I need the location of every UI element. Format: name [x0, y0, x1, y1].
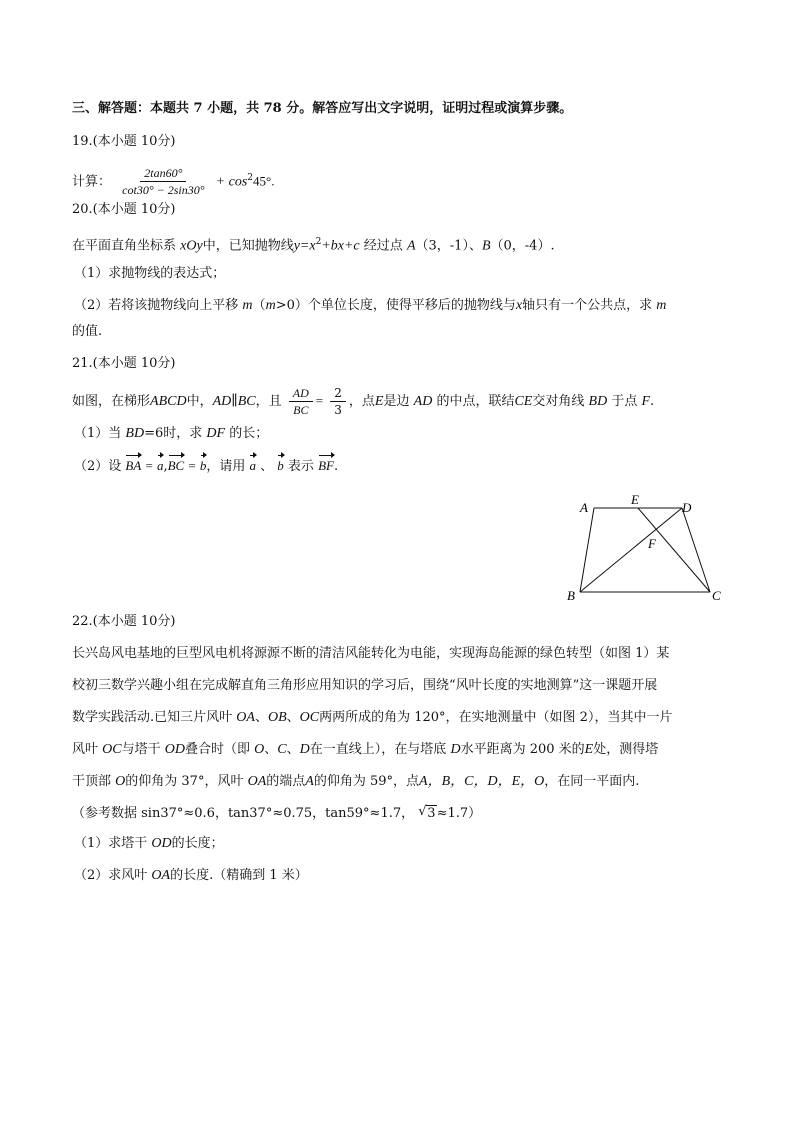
q22-text: 的仰角为 37°，风叶: [125, 774, 244, 789]
q21-comma: ,: [163, 459, 168, 474]
q21-part2-text: .: [333, 459, 339, 474]
q21-frac2-num: 2: [330, 386, 346, 402]
q22-e: E: [584, 742, 594, 757]
vector-b: b: [200, 455, 207, 477]
q21-abcd: ABCD: [150, 394, 187, 409]
q22-o: O: [115, 774, 126, 789]
q22-oc: OC: [299, 710, 320, 725]
q19-frac-den: cot30° − 2sin30°: [122, 183, 205, 198]
q21-part1-text: =6时，求: [144, 426, 203, 441]
q21-title: 21.(本小题 10分): [72, 356, 176, 371]
q21-point-e: E: [374, 394, 384, 409]
q22-text: 、: [286, 742, 300, 757]
q22-points: A，B，C，D，E，O: [419, 774, 545, 789]
q21-stem-text: 中，: [186, 394, 213, 409]
q21-bd: BD: [588, 394, 608, 409]
q20-var-m: m: [656, 298, 667, 313]
q19-tail: 45°.: [253, 173, 275, 189]
q22-paragraph-1: 长兴岛风电基地的巨型风电机将源源不断的清洁风能转化为电能，实现海岛能源的绿色转型（如图 1）某: [72, 646, 670, 661]
q20-eq-exp: 2: [315, 237, 322, 247]
q22-part1: [72, 833, 722, 855]
q21-stem-text: 如图，在梯形: [72, 394, 151, 409]
q20-stem-text: 中，已知抛物线: [202, 238, 294, 254]
q19-exp: 2: [247, 173, 253, 183]
segment-dc: [682, 508, 710, 592]
q22-text: ，在同一平面内.: [544, 774, 640, 789]
q21-eq: =: [188, 458, 196, 473]
q22-od: OD: [151, 836, 172, 851]
q22-text: 的仰角为 59°，点: [313, 774, 420, 789]
q21-part2-text: ，请用: [206, 459, 246, 474]
q22-text: 叠合时（即: [185, 742, 251, 757]
q20-part2: [72, 295, 722, 317]
q22-a: A: [305, 774, 314, 789]
q20-stem-text: （3，-1）、: [415, 238, 482, 254]
trapezoid-diagram: [560, 492, 730, 606]
q21-stem-text: 交对角线: [532, 394, 585, 409]
q22-oa: OA: [151, 868, 171, 883]
q20-stem-text: 在平面直角坐标系: [72, 238, 177, 254]
label-d: D: [682, 500, 692, 515]
q20-part2-text: 轴只有一个公共点，求: [522, 298, 653, 313]
vector-bc: BC: [168, 455, 185, 477]
q21-stem-text: ，点: [348, 394, 375, 409]
q19-plus: + cos: [215, 174, 248, 190]
q22-block: [72, 611, 722, 897]
q22-text: 、: [254, 710, 268, 725]
trapezoid-figure: [560, 492, 730, 606]
q22-text: 干顶部: [72, 774, 112, 789]
q20-stem-text: （0，-4）.: [490, 238, 555, 254]
q22-text: 与塔干: [121, 742, 161, 757]
q22-part2-text: 的长度.（精确到 1 米）: [170, 868, 308, 883]
label-c: C: [712, 588, 721, 603]
q20-var-x: x: [515, 298, 523, 313]
q22-text: 两两所成的角为 120°，在实地测量中（如图 2），当其中一片: [319, 710, 673, 725]
q22-text: 数学实践活动.已知三片风叶: [72, 710, 233, 725]
label-e: E: [631, 492, 639, 507]
q22-paragraph-4: [72, 739, 722, 761]
sqrt-symbol-icon: √: [418, 804, 427, 819]
q22-text: 水平距离为 200 米的: [460, 742, 585, 757]
q21-fraction: [289, 386, 313, 417]
label-a: A: [580, 500, 588, 515]
q20-xoy: xOy: [180, 238, 203, 254]
q20-part2-text: >0）个单位长度，使得平移后的抛物线与: [275, 298, 516, 313]
q21-ce: CE: [514, 394, 533, 409]
q21-part2-text: （2）设: [74, 459, 122, 474]
q22-text: 风叶: [72, 742, 99, 757]
label-f: F: [648, 536, 656, 551]
q22-part2-text: （2）求风叶: [74, 868, 148, 883]
vector-b: b: [277, 455, 284, 477]
sqrt-radicand: 3: [427, 806, 436, 821]
q21-bd: BD: [125, 426, 145, 441]
q21-fraction2: [330, 386, 346, 417]
q22-reference-data: [72, 803, 722, 825]
q22-d: D: [299, 742, 310, 757]
q21-stem-text: 的中点，联结: [436, 394, 515, 409]
q21-part1: [72, 423, 722, 445]
q22-c: C: [277, 742, 287, 757]
q22-od: OD: [164, 742, 185, 757]
q22-paragraph-3: [72, 707, 722, 729]
q21-part1-text: （1）当: [74, 426, 122, 441]
q21-ad: AD: [413, 394, 433, 409]
q21-frac-den: BC: [293, 403, 309, 417]
q22-d: D: [450, 742, 461, 757]
q21-part2: [72, 455, 722, 477]
q20-eq: y=x: [293, 238, 316, 254]
q22-text: 、: [264, 742, 278, 757]
q22-ref-text: ≈1.7）: [436, 806, 482, 821]
q22-ob: OB: [267, 710, 287, 725]
q20-title: 20.(本小题 10分): [72, 202, 176, 217]
q20-part2-text: （: [252, 298, 266, 313]
q22-o: O: [254, 742, 265, 757]
q20-part2-text: （2）若将该抛物线向上平移: [74, 298, 239, 313]
q21-stem-text: 于点: [611, 394, 638, 409]
q21-stem: [72, 385, 722, 417]
q22-text: 的端点: [266, 774, 306, 789]
q22-paragraph-2: 校初三数学兴趣小组在完成解直角三角形应用知识的学习后，围绕“风叶长度的实地测算”这一课题开展: [72, 678, 658, 693]
q19-expression: [72, 163, 722, 198]
section-header: 三、解答题：本题共 7 小题，共 78 分。解答应写出文字说明，证明过程或演算步骤。: [72, 101, 573, 116]
q22-text: 在一直线上），在与塔底: [309, 742, 447, 757]
segment-bd: [580, 508, 682, 592]
q20-part2-cont: 的值.: [72, 324, 103, 339]
q21-eq: =: [145, 458, 153, 473]
vector-bf: BF: [318, 455, 334, 477]
q21-point-f: F: [641, 394, 651, 409]
label-b: B: [567, 588, 575, 603]
q20-point-a: A: [406, 238, 416, 254]
q21-part2-text: 表示: [287, 459, 314, 474]
sqrt-3: [418, 803, 436, 825]
q21-part2-text: 、: [260, 459, 274, 474]
q22-oa: OA: [247, 774, 267, 789]
q21-df: DF: [206, 426, 226, 441]
q22-part2: [72, 865, 722, 887]
q20-stem-text: 经过点: [363, 238, 403, 254]
q22-ref-text: （参考数据 sin37°≈0.6，tan37°≈0.75，tan59°≈1.7，: [72, 806, 415, 821]
q19-title: 19.(本小题 10分): [72, 134, 176, 149]
segment-ab: [580, 508, 594, 592]
q22-title: 22.(本小题 10分): [72, 614, 176, 629]
q20-var-m: m: [242, 298, 253, 313]
q20-point-b: B: [481, 238, 491, 254]
q21-stem-text: 是边: [383, 394, 410, 409]
q20-eq-rest: +bx+c: [321, 238, 360, 254]
vector-a: a: [249, 455, 256, 477]
q19-prefix: 计算：: [72, 174, 112, 190]
q21-eq: =: [315, 393, 324, 408]
q22-text: 、: [286, 710, 300, 725]
q22-text: 处，测得塔: [593, 742, 659, 757]
q19-fraction: [118, 166, 208, 197]
q21-stem-text: ，且: [255, 394, 282, 409]
q22-oc: OC: [102, 742, 122, 757]
q20-part1: （1）求抛物线的表达式；: [74, 266, 226, 281]
q21-stem-text: .: [650, 394, 655, 409]
q22-part1-text: 的长度；: [171, 836, 224, 851]
q22-part1-text: （1）求塔干: [74, 836, 148, 851]
vector-a: a: [157, 455, 164, 477]
exam-page: [72, 98, 722, 487]
q19-frac-num: 2tan60°: [140, 166, 186, 182]
q21-part1-text: 的长；: [229, 426, 269, 441]
q22-oa: OA: [236, 710, 255, 725]
q20-stem: [72, 231, 722, 253]
q21-frac2-den: 3: [334, 403, 342, 417]
q22-paragraph-5: [72, 771, 722, 793]
vector-ba: BA: [125, 455, 141, 477]
q20-var-m: m: [265, 298, 276, 313]
q21-frac-num: AD: [289, 386, 313, 402]
q21-parallel: AD∥BC: [212, 394, 256, 409]
